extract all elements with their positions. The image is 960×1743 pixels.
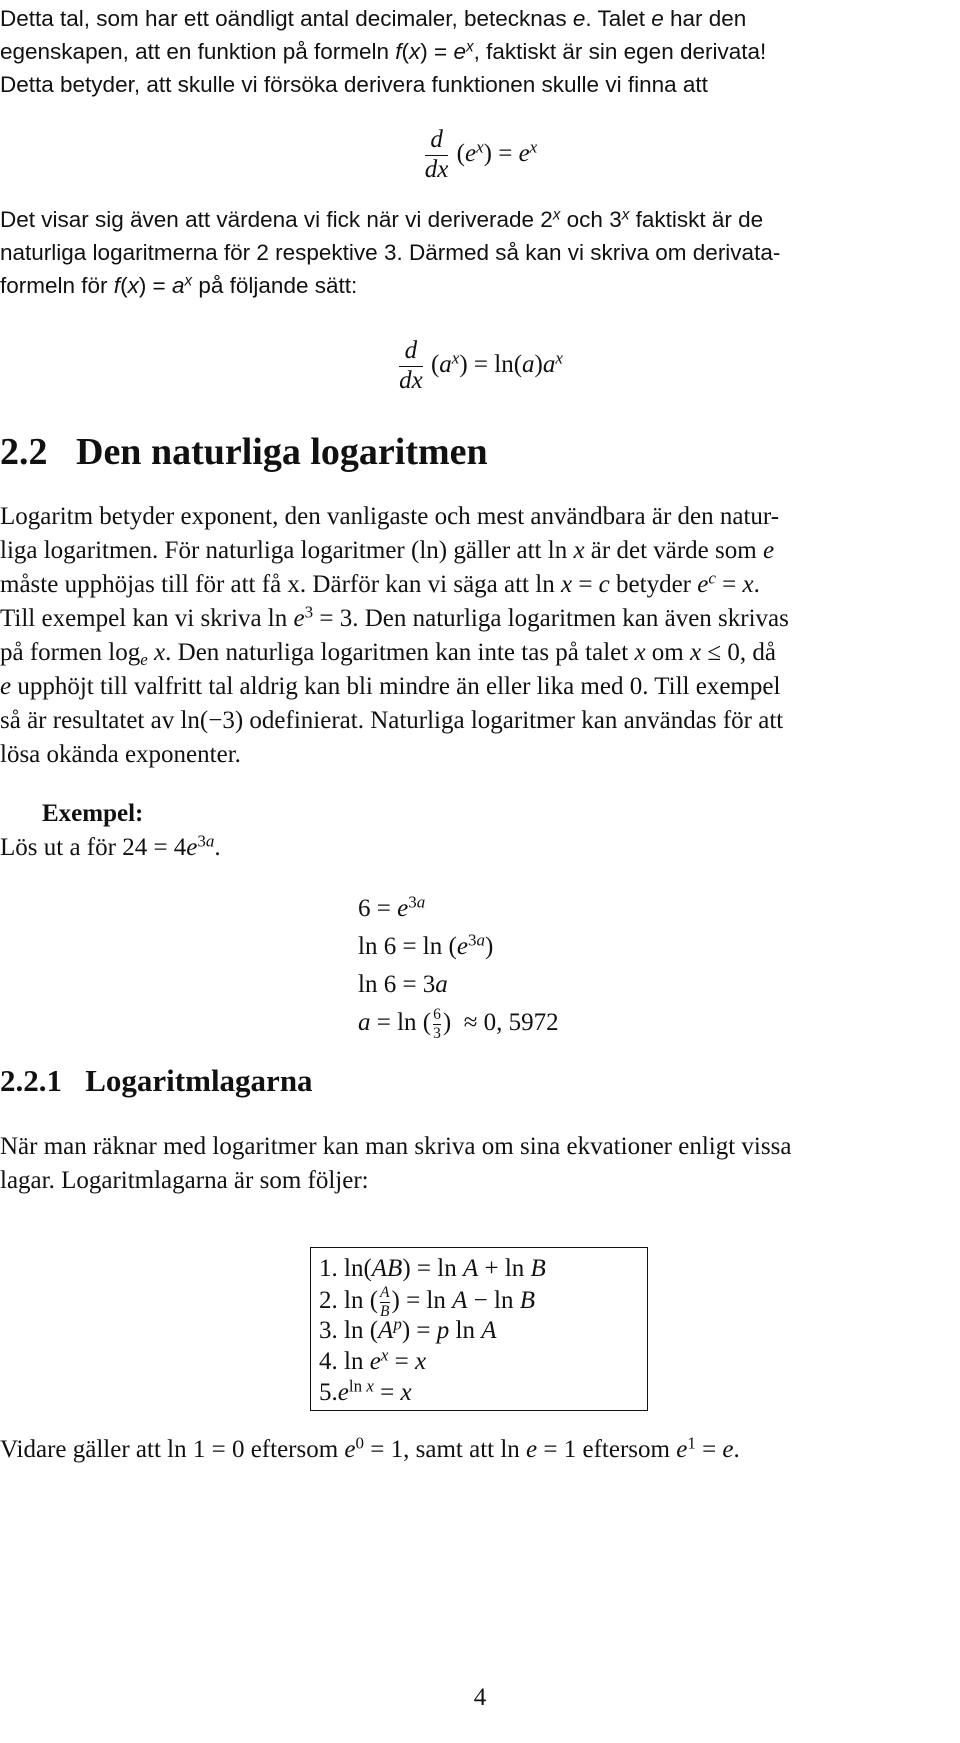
law-1: 1. ln(AB) = ln A + ln B	[319, 1255, 546, 1282]
solution-step-3: ln 6 = 3a	[358, 971, 448, 998]
subsection-number: 2.2.1	[0, 1063, 62, 1098]
subsection-heading	[0, 1062, 313, 1100]
intro-line-2: egenskapen, att en funktion på formeln $f(x) = e^x$, faktiskt är sin egen derivata!	[0, 38, 767, 64]
law-4: 4. $\ln e^x = x$	[319, 1345, 427, 1375]
solution-step-2: $\ln 6 = \ln (e^{3a})$	[358, 930, 494, 960]
example-label: Exempel:	[42, 800, 144, 827]
law-5: $5.e^{ln x} = x$	[319, 1376, 412, 1406]
para2-line-1: Det visar sig även att värdena vi fick när vi deriverade 2$^x$ och 3$^x$ faktiskt är de	[0, 206, 764, 232]
law-2: 2. ln ( $\frac{A}{B}$ ) = ln A − ln B	[319, 1284, 535, 1320]
laws-intro-line-1: När man räknar med logaritmer kan man skriva om sina ekvationer enligt vissa	[0, 1133, 792, 1160]
intro-line-3: Detta betyder, att skulle vi försöka derivera funktionen skulle vi finna att	[0, 72, 708, 97]
equation-derivative-ax: $\frac{d}{dx}$ $(a^x) = \ln(a)a^x$	[399, 337, 563, 394]
section-heading	[0, 430, 488, 474]
body-line-1: Logaritm betyder exponent, den vanligaste och mest användbara är den natur-	[0, 503, 780, 530]
body-line-6: e upphöjt till valfritt tal aldrig kan bli mindre än eller lika med 0. Till exempel	[0, 673, 781, 700]
body-line-3: måste upphöjas till för att få x. Därför kan vi säga att ln x = c betyder $e^c = x$.	[0, 568, 760, 598]
para2-line-2: naturliga logaritmerna för 2 respektive 3. Därmed så kan vi skriva om derivata-	[0, 240, 781, 265]
solution-step-4: a = ln ( $\frac{6}{3}$ ) ≈ 0, 5972	[358, 1005, 559, 1042]
para2-line-3: formeln för $f(x) = a^x$ på följande sätt:	[0, 272, 358, 298]
equation-derivative-ex: $\frac{d}{dx}$ $(e^x) = e^x$	[424, 126, 538, 183]
section-title: Den naturliga logaritmen	[76, 431, 488, 473]
body-line-4: Till exempel kan vi skriva $\ln e^3 = 3$. Den naturliga logaritmen kan även skrivas	[0, 602, 789, 632]
section-number: 2.2	[0, 431, 48, 473]
subsection-title: Logaritmlagarna	[85, 1063, 313, 1098]
body-line-5: på formen $\log_e x$. Den naturliga logaritmen kan inte tas på talet x om x ≤ 0, då	[0, 639, 776, 670]
intro-line-1: Detta tal, som har ett oändligt antal decimaler, betecknas e. Talet e har den	[0, 6, 747, 31]
body-line-2: liga logaritmen. För naturliga logaritmer (ln) gäller att ln x är det värde som e	[0, 537, 775, 564]
logarithm-laws-box	[310, 1247, 648, 1411]
page-number: 4	[473, 1684, 487, 1711]
example-task: Lös ut a för $24 = 4e^{3a}$.	[0, 831, 221, 861]
closing-sentence: Vidare gäller att ln 1 = 0 eftersom $e^0 = 1$, samt att ln e = 1 eftersom $e^1 = e$.	[0, 1433, 740, 1463]
body-line-8: lösa okända exponenter.	[0, 741, 241, 768]
solution-step-1: $6 = e^{3a}$	[358, 892, 426, 922]
body-line-7: så är resultatet av ln(−3) odefinierat. Naturliga logaritmer kan användas för att	[0, 707, 784, 734]
law-3: 3. $\ln (A^p) = p$ ln A	[319, 1314, 497, 1344]
example-solution	[358, 890, 559, 1042]
laws-intro-line-2: lagar. Logaritmlagarna är som följer:	[0, 1167, 369, 1194]
